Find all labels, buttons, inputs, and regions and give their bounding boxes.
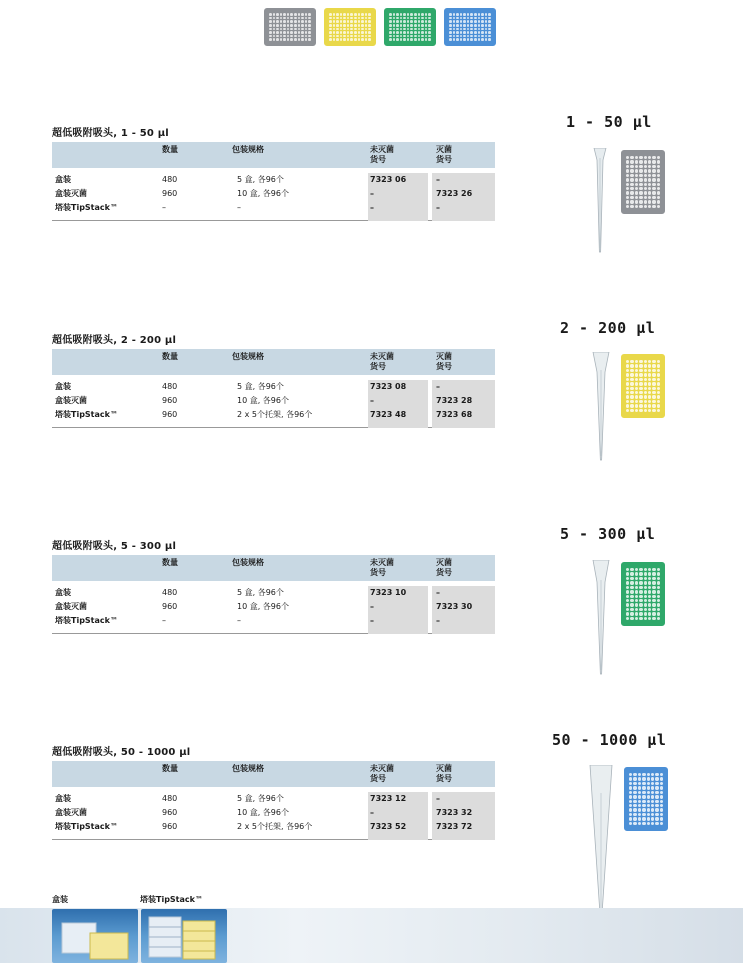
rack-image-green xyxy=(384,8,436,46)
table-row: 塔装TipStack™ – – – – xyxy=(55,616,440,625)
header-sterile: 灭菌 货号 xyxy=(436,558,452,577)
rack-image-yellow xyxy=(324,8,376,46)
table-row: 塔装TipStack™ 960 2 x 5个托架, 各96个 7323 52 7323 72 xyxy=(55,822,473,831)
product-section-5-300 xyxy=(52,539,495,634)
header-pack: 包装规格 xyxy=(232,352,264,361)
table-body xyxy=(52,380,495,428)
pipette-tip-5-300 xyxy=(592,560,610,678)
volume-label-1-50: 1 - 50 µl xyxy=(566,113,652,131)
tipstack-photo xyxy=(141,909,227,963)
table-header xyxy=(52,349,495,375)
header-sterile: 灭菌 货号 xyxy=(436,764,452,783)
header-pack: 包装规格 xyxy=(232,764,264,773)
table-row: 盒装灭菌 960 10 盒, 各96个 – 7323 28 xyxy=(55,396,473,405)
table-row: 盒装灭菌 960 10 盒, 各96个 – 7323 32 xyxy=(55,808,473,817)
section-title: 超低吸附吸头, 1 - 50 µl xyxy=(52,128,169,139)
header-sterile: 灭菌 货号 xyxy=(436,145,452,164)
table-body xyxy=(52,792,495,840)
header-qty: 数量 xyxy=(162,558,178,567)
table-row: 盒装 480 5 盒, 各96个 7323 12 – xyxy=(55,794,440,803)
pipette-tip-50-1000 xyxy=(589,765,613,921)
rack-image-2-200 xyxy=(621,354,665,418)
pipette-tip-1-50 xyxy=(592,148,608,258)
table-row: 塔装TipStack™ – – – – xyxy=(55,203,440,212)
product-section-1-50 xyxy=(52,126,495,221)
table-body xyxy=(52,586,495,634)
product-section-2-200 xyxy=(52,333,495,428)
volume-label-50-1000: 50 - 1000 µl xyxy=(552,731,667,749)
table-header xyxy=(52,761,495,787)
table-header xyxy=(52,142,495,168)
header-nonsterile: 未灭菌 货号 xyxy=(370,558,394,577)
header-pack: 包装规格 xyxy=(232,145,264,154)
table-row: 盒装 480 5 盒, 各96个 7323 10 – xyxy=(55,588,440,597)
header-qty: 数量 xyxy=(162,145,178,154)
rack-image-blue xyxy=(444,8,496,46)
header-sterile: 灭菌 货号 xyxy=(436,352,452,371)
table-row: 塔装TipStack™ 960 2 x 5个托架, 各96个 7323 48 7323 68 xyxy=(55,410,473,419)
product-section-50-1000 xyxy=(52,745,495,840)
table-header xyxy=(52,555,495,581)
box-label: 盒装 xyxy=(52,895,68,904)
header-qty: 数量 xyxy=(162,352,178,361)
volume-label-5-300: 5 - 300 µl xyxy=(560,525,656,543)
table-row: 盒装 480 5 盒, 各96个 7323 06 – xyxy=(55,175,440,184)
top-rack-row xyxy=(264,8,496,46)
volume-label-2-200: 2 - 200 µl xyxy=(560,319,656,337)
table-row: 盒装 480 5 盒, 各96个 7323 08 – xyxy=(55,382,440,391)
section-title: 超低吸附吸头, 2 - 200 µl xyxy=(52,335,177,346)
table-row: 盒装灭菌 960 10 盒, 各96个 – 7323 26 xyxy=(55,189,473,198)
table-body xyxy=(52,173,495,221)
rack-image-gray xyxy=(264,8,316,46)
rack-image-1-50 xyxy=(621,150,665,214)
tipstack-label: 塔装TipStack™ xyxy=(140,895,203,904)
section-title: 超低吸附吸头, 50 - 1000 µl xyxy=(52,747,191,758)
rack-image-50-1000 xyxy=(624,767,668,831)
rack-image-5-300 xyxy=(621,562,665,626)
header-nonsterile: 未灭菌 货号 xyxy=(370,764,394,783)
table-row: 盒装灭菌 960 10 盒, 各96个 – 7323 30 xyxy=(55,602,473,611)
header-nonsterile: 未灭菌 货号 xyxy=(370,352,394,371)
section-title: 超低吸附吸头, 5 - 300 µl xyxy=(52,541,177,552)
box-photo xyxy=(52,909,138,963)
header-nonsterile: 未灭菌 货号 xyxy=(370,145,394,164)
header-qty: 数量 xyxy=(162,764,178,773)
header-pack: 包装规格 xyxy=(232,558,264,567)
pipette-tip-2-200 xyxy=(592,352,610,464)
